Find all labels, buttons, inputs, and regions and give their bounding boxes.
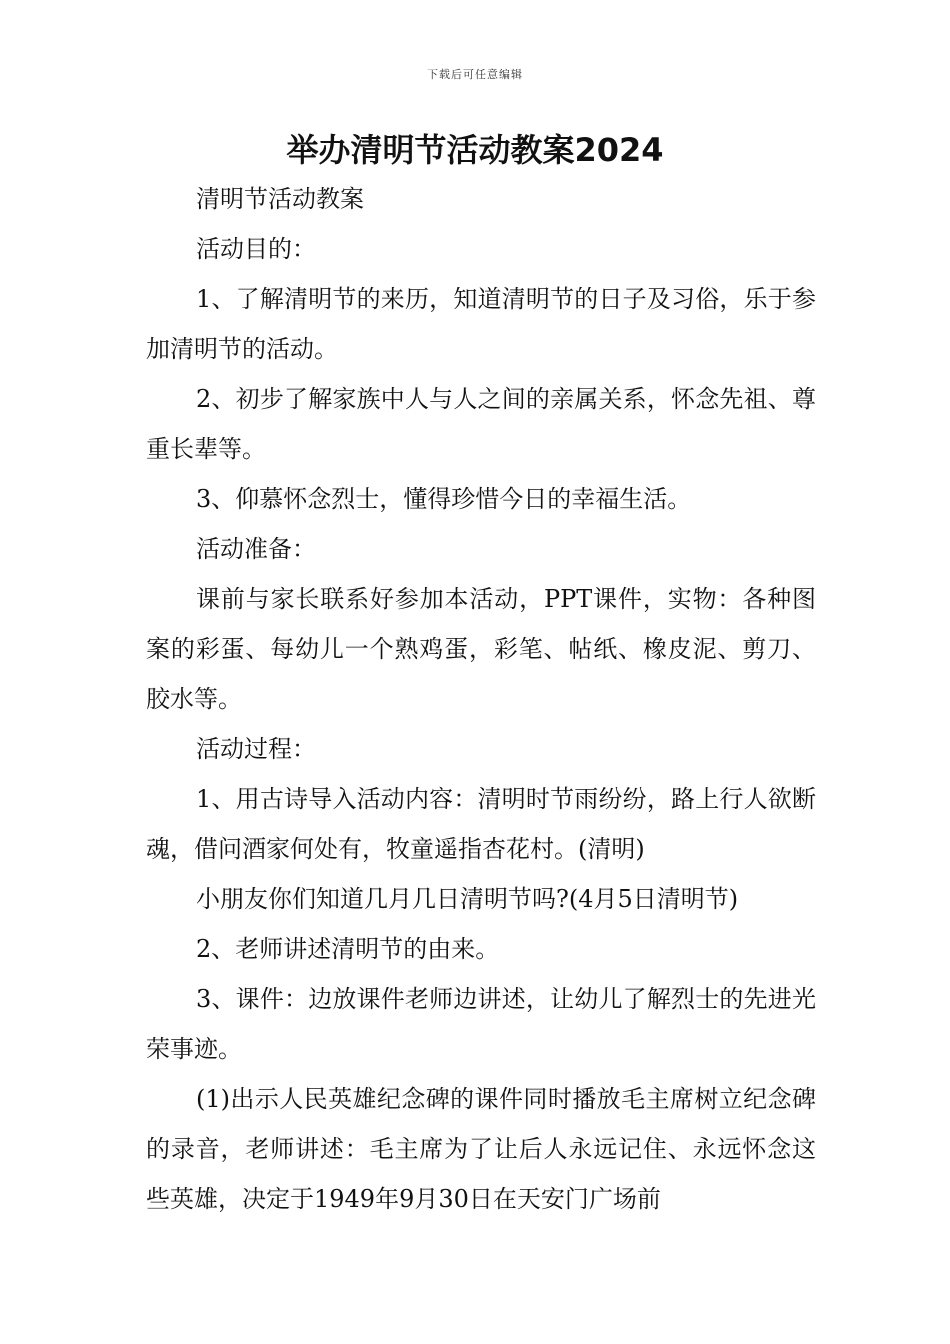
paragraph-goal-2: 2、初步了解家族中人与人之间的亲属关系，怀念先祖、尊重长辈等。 <box>146 385 816 463</box>
paragraph-goal-1: 1、了解清明节的来历，知道清明节的日子及习俗，乐于参加清明节的活动。 <box>146 285 816 363</box>
paragraph-goal-3: 3、仰慕怀念烈士，懂得珍惜今日的幸福生活。 <box>196 485 692 513</box>
paragraph-subtitle: 清明节活动教案 <box>196 185 364 213</box>
paragraph-goals-heading: 活动目的： <box>196 235 316 263</box>
paragraph-process-2: 2、老师讲述清明节的由来。 <box>196 935 500 963</box>
paragraph-prep-heading: 活动准备： <box>196 535 316 563</box>
paragraph-process-3-1: (1)出示人民英雄纪念碑的课件同时播放毛主席树立纪念碑的录音，老师讲述：毛主席为了让后人永远记住、永远怀念这些英雄，决定于1949年9月30日在天安门广场前 <box>146 1085 816 1213</box>
paragraph-process-heading: 活动过程： <box>196 735 316 763</box>
document-body <box>146 174 816 1224</box>
header-note: 下载后可任意编辑 <box>427 68 523 81</box>
paragraph-question: 小朋友你们知道几月几日清明节吗?(4月5日清明节) <box>196 885 739 913</box>
paragraph-prep: 课前与家长联系好参加本活动，PPT课件，实物：各种图案的彩蛋、每幼儿一个熟鸡蛋，彩笔、帖纸、橡皮泥、剪刀、胶水等。 <box>146 585 816 713</box>
document-title: 举办清明节活动教案2024 <box>286 131 664 169</box>
paragraph-process-1: 1、用古诗导入活动内容：清明时节雨纷纷，路上行人欲断魂，借问酒家何处有，牧童遥指杏花村。(清明) <box>146 785 816 863</box>
paragraph-process-3: 3、课件：边放课件老师边讲述，让幼儿了解烈士的先进光荣事迹。 <box>146 985 816 1063</box>
